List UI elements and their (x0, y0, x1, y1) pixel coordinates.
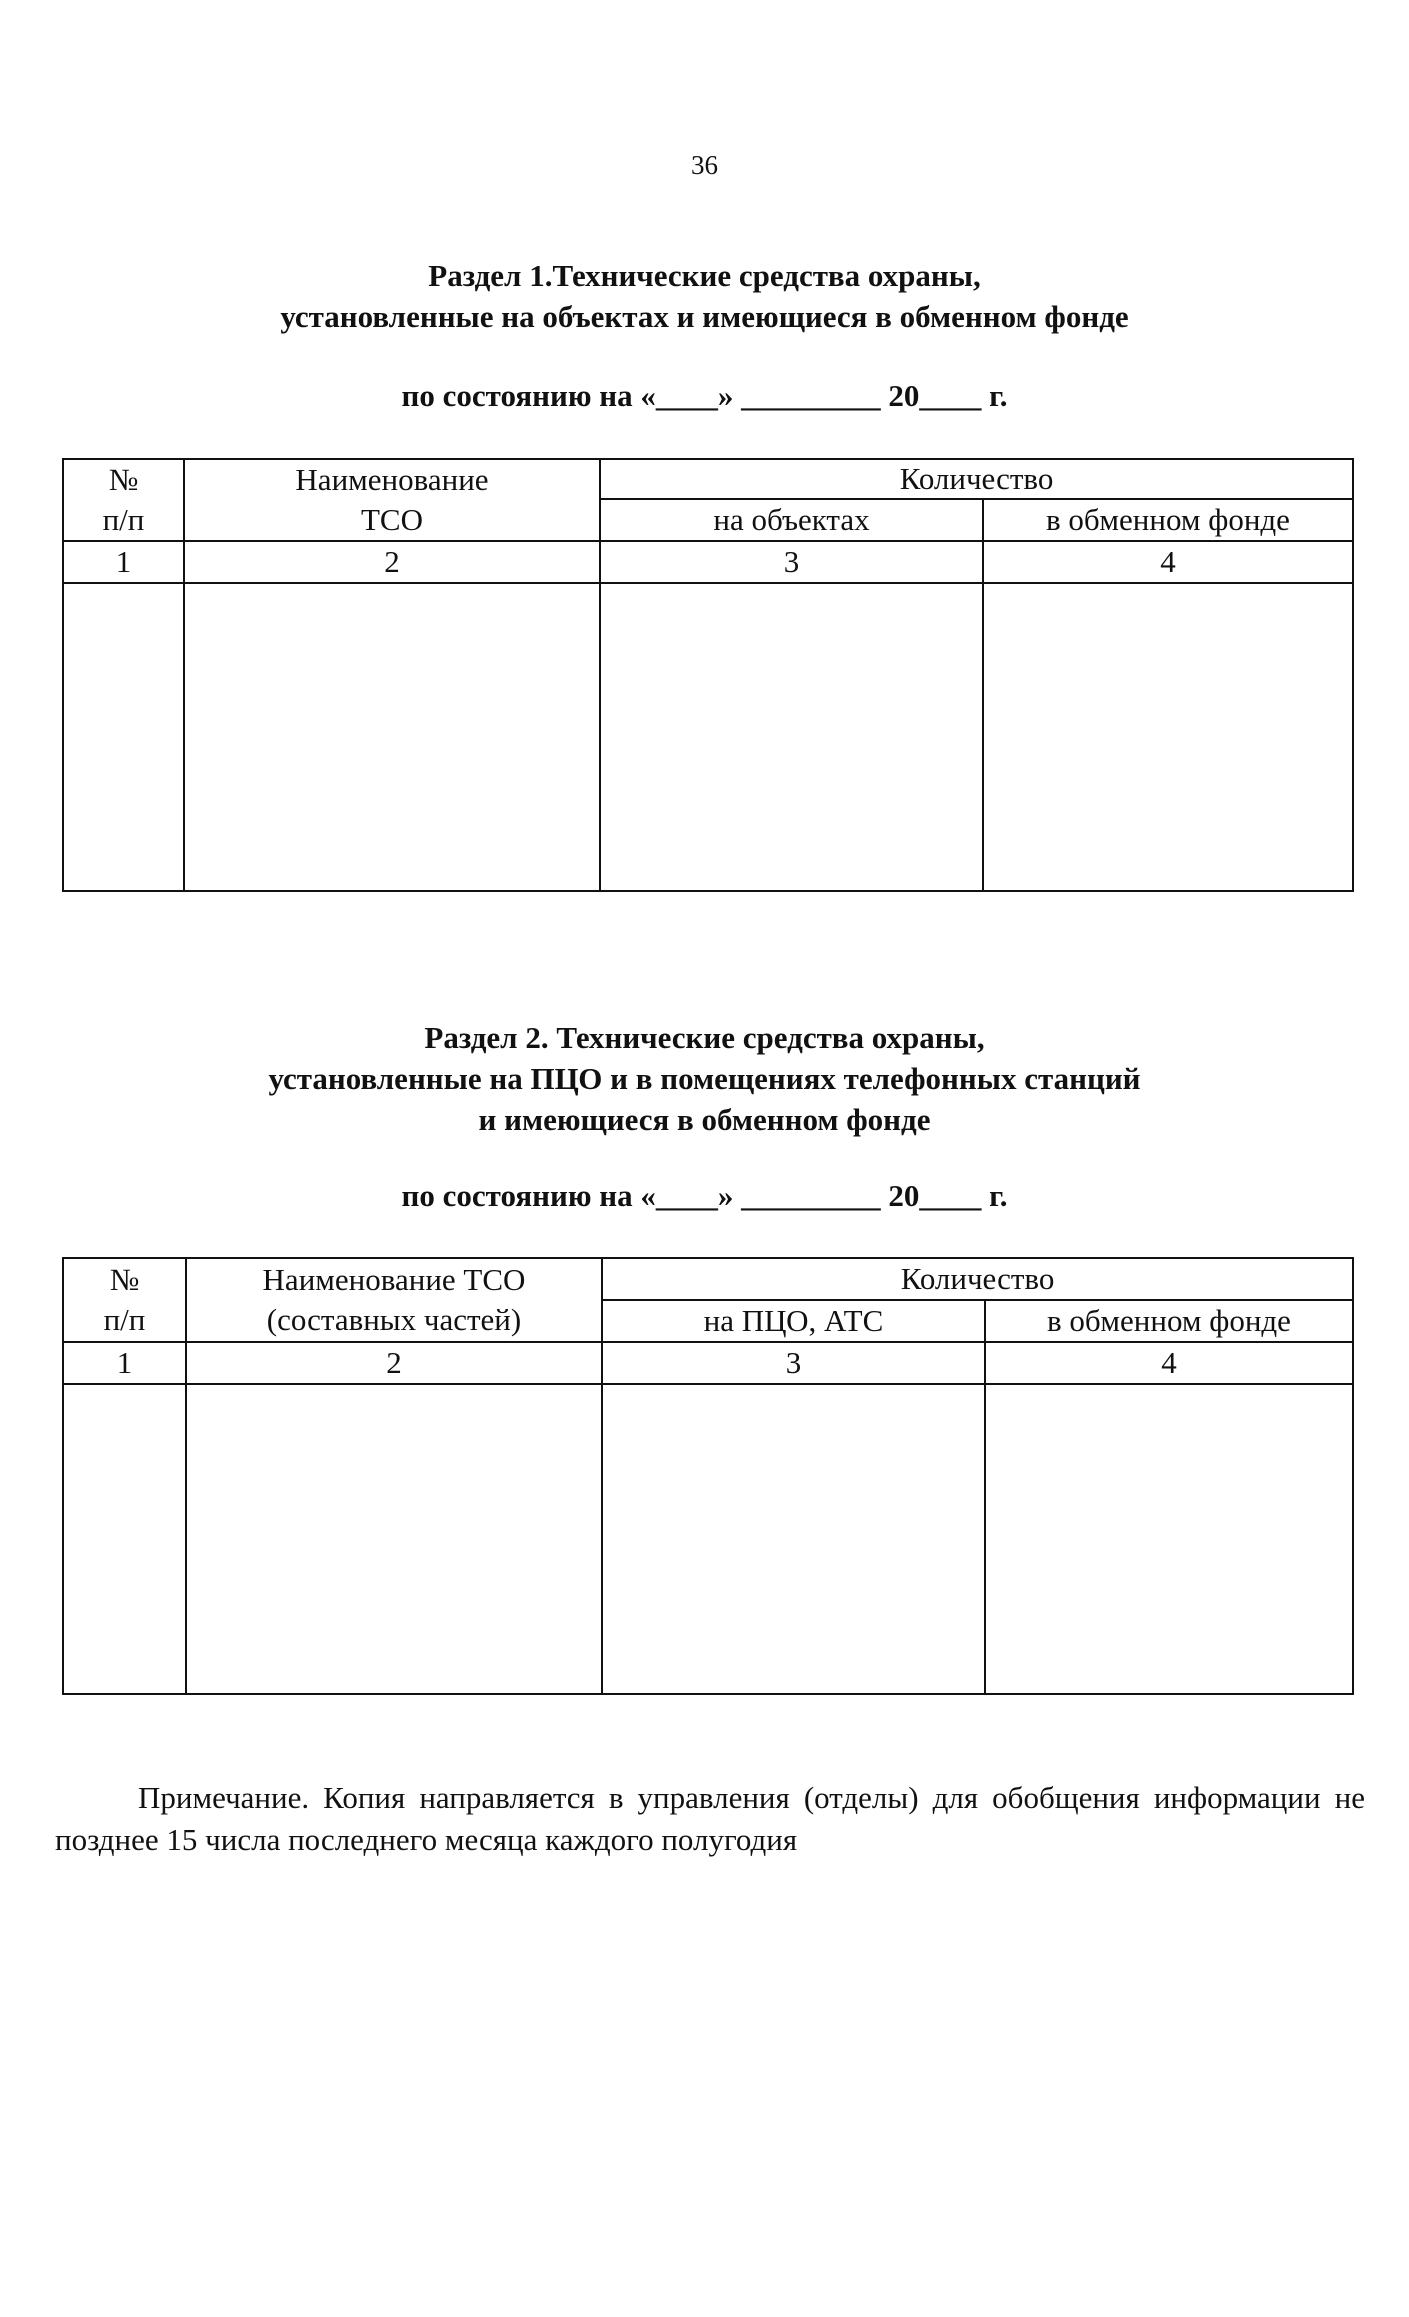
col-exchange-fund-index: 4 (983, 541, 1353, 583)
col-name-header: Наименование ТСО (184, 459, 600, 541)
col-number-header: № п/п (63, 1258, 186, 1342)
section2-table (62, 1257, 1354, 1695)
col-at-objects-header: на объектах (600, 499, 983, 541)
empty-cell[interactable] (600, 583, 983, 891)
col-exchange-fund-header: в обменном фонде (983, 499, 1353, 541)
empty-cell[interactable] (602, 1384, 985, 1694)
col-name-index: 2 (186, 1342, 602, 1384)
section2-title-line2: установленные на ПЦО и в помещениях телефонных станций (268, 1061, 1141, 1096)
quantity-header: Количество (600, 459, 1353, 499)
section2-title (0, 1017, 1409, 1140)
empty-cell[interactable] (985, 1384, 1353, 1694)
empty-cell[interactable] (63, 583, 184, 891)
col-pco-ats-header: на ПЦО, АТС (602, 1300, 985, 1342)
col-name-index: 2 (184, 541, 600, 583)
col-name-header: Наименование ТСО (составных частей) (186, 1258, 602, 1342)
col-pco-ats-index: 3 (602, 1342, 985, 1384)
section2-as-of-date: по состоянию на «____» _________ 20____ г. (401, 1178, 1008, 1213)
col-exchange-fund-index: 4 (985, 1342, 1353, 1384)
section1-title-line2: установленные на объектах и имеющиеся в обменном фонде (280, 299, 1129, 334)
section1-title-line1: Раздел 1.Технические средства охраны, (428, 258, 981, 293)
empty-cell[interactable] (983, 583, 1353, 891)
col-number-header: № п/п (63, 459, 184, 541)
col-number-index: 1 (63, 541, 184, 583)
note-paragraph (55, 1777, 1365, 1861)
section1-title (0, 255, 1409, 337)
page-number: 36 (691, 150, 718, 180)
empty-cell[interactable] (63, 1384, 186, 1694)
empty-cell[interactable] (186, 1384, 602, 1694)
section1-table (62, 458, 1354, 892)
empty-cell[interactable] (184, 583, 600, 891)
col-at-objects-index: 3 (600, 541, 983, 583)
section2-title-line1: Раздел 2. Технические средства охраны, (424, 1020, 985, 1055)
col-exchange-fund-header: в обменном фонде (985, 1300, 1353, 1342)
quantity-header: Количество (602, 1258, 1353, 1300)
section2-title-line3: и имеющиеся в обменном фонде (478, 1102, 931, 1137)
note-text: Примечание. Копия направляется в управления (отделы) для обобщения информации не позднее 15 числа последнего месяца каждого полугодия (55, 1780, 1365, 1857)
section1-as-of-date: по состоянию на «____» _________ 20____ г. (401, 378, 1008, 413)
col-number-index: 1 (63, 1342, 186, 1384)
